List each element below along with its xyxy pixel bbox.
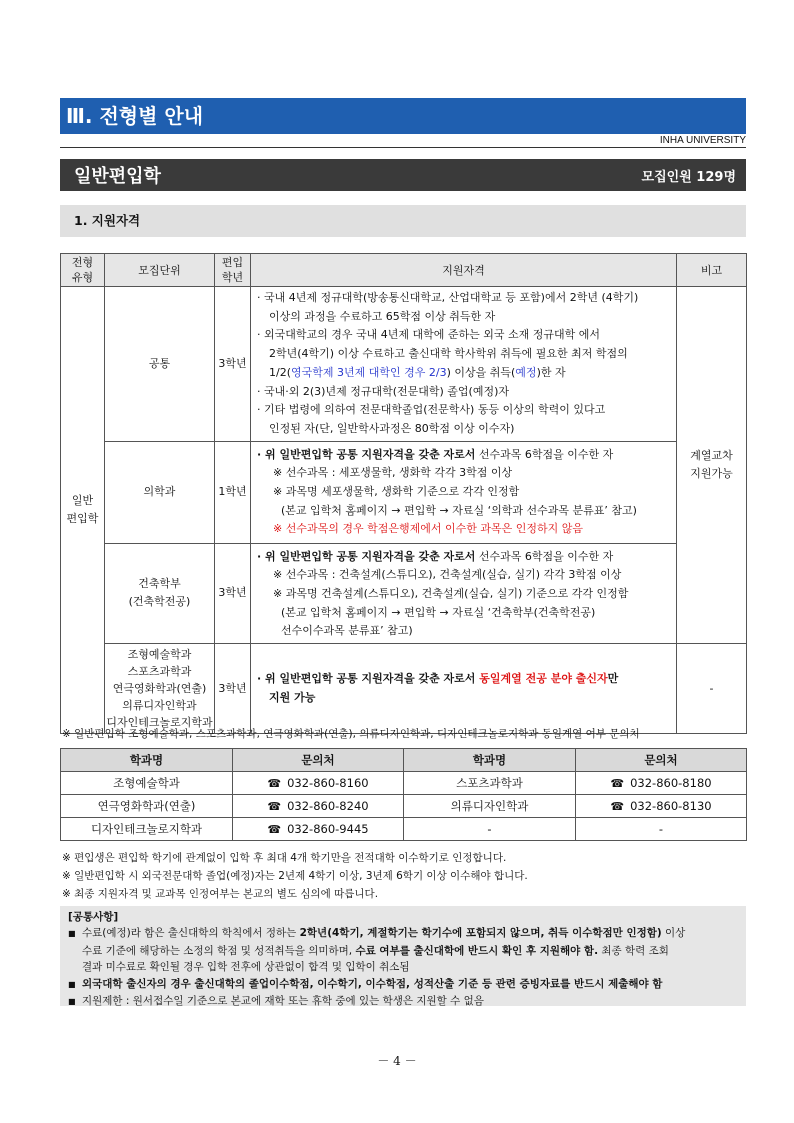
- header-department: 학과명: [404, 749, 576, 772]
- qualification-cell: · 위 일반편입학 공통 지원자격을 갖춘 자로서 동일계열 전공 분야 출신자만 지원 가능: [251, 644, 677, 734]
- header-contact: 문의처: [233, 749, 404, 772]
- subsection-title: 1. 지원자격: [60, 205, 746, 237]
- phone-icon: ☎: [267, 777, 282, 790]
- department-cell: 스포츠과학과: [404, 772, 576, 795]
- bullet-icon: ■: [68, 979, 76, 989]
- phone-cell: ☎ 032-860-8130: [576, 795, 747, 818]
- grade-cell: 3학년: [215, 644, 251, 734]
- table-header-row: [61, 254, 747, 287]
- phone-cell: ☎ 032-860-8240: [233, 795, 404, 818]
- unit-cell: 건축학부 (건축학전공): [105, 543, 215, 644]
- phone-icon: ☎: [267, 800, 282, 813]
- common-note-item: ■ 외국대학 출신자의 경우 출신대학의 졸업이수학점, 이수학기, 이수학점, 성적산출 기준 등 관련 증빙자료를 반드시 제출해야 함: [68, 976, 738, 994]
- page-number: － 4 －: [377, 1054, 417, 1068]
- department-cell: 연극영화학과(연출): [61, 795, 233, 818]
- common-note-item: ■ 지원제한 : 원서접수일 기준으로 본교에 재학 또는 휴학 중에 있는 학생은 지원할 수 없음: [68, 993, 738, 1011]
- grade-cell: 1학년: [215, 441, 251, 543]
- grade-cell: 3학년: [215, 287, 251, 442]
- header-department: 학과명: [61, 749, 233, 772]
- table-row: [61, 772, 747, 795]
- table-row: [61, 795, 747, 818]
- note-item: ※ 편입생은 편입학 학기에 관계없이 입학 후 최대 4개 학기만을 전적대학 이수학기로 인정합니다.: [62, 852, 507, 864]
- department-cell: 조형예술학과: [61, 772, 233, 795]
- phone-icon: ☎: [610, 800, 625, 813]
- phone-cell: -: [576, 818, 747, 841]
- phone-icon: ☎: [267, 823, 282, 836]
- grade-cell: 3학년: [215, 543, 251, 644]
- header-remark: 비고: [677, 254, 747, 287]
- common-notes-box: [공통사항] ■ 수료(예정)라 함은 출신대학의 학칙에서 정하는 2학년(4학기, 계절학기는 학기수에 포함되지 않으며, 취득 이수학점만 인정함) 이상 수료 기준에 해당하는 소정의 학점 및 성적취득을 의미하며, 수료 여부를 출신대학에 반드시 확인 후 지원해야 함. 최종 학력 조회 결과 미수료로 확인될 경우 입학 전후에 상관없이 합격 및 입학이 취소됨 ■ 외국대학 출신자의 경우 출신대학의 졸업이수학점, 이수학기, 이수학점, 성적산출 기준 등 관련 증빙자료를 반드시 제출해야 함 ■ 지원제한 : 원서접수일 기준으로 본교에 재학 또는 휴학 중에 있는 학생은 지원할 수 없음: [60, 906, 746, 1006]
- phone-icon: ☎: [610, 777, 625, 790]
- unit-cell: 조형예술학과 스포츠과학과 연극영화학과(연출) 의류디자인학과 디자인테크놀로지학과: [105, 644, 215, 734]
- table-row: [61, 441, 747, 543]
- phone-cell: ☎ 032-860-9445: [233, 818, 404, 841]
- qualification-cell: · 위 일반편입학 공통 지원자격을 갖춘 자로서 선수과목 6학점을 이수한 자 ※ 선수과목 : 건축설계(스튜디오), 건축설계(실습, 실기) 각각 3학점 이상 ※ 과목명 건축설계(스튜디오), 건축설계(실습, 실기) 기준으로 각각 인정함 (본교 입학처 홈페이지 → 편입학 → 자료실 ‘건축학부(건축학전공) 선수이수과목 분류표’ 참고): [251, 543, 677, 644]
- table-row: [61, 543, 747, 644]
- table-row: [61, 644, 747, 734]
- admission-type-cell: 일반 편입학: [61, 287, 105, 734]
- phone-cell: ☎ 032-860-8180: [576, 772, 747, 795]
- university-label: INHA UNIVERSITY: [659, 135, 746, 146]
- table-row: [61, 287, 747, 442]
- contact-table: [60, 748, 747, 841]
- section-header: [60, 159, 746, 191]
- qualification-cell: · 국내 4년제 정규대학(방송통신대학교, 산업대학교 등 포함)에서 2학년 (4학기) 이상의 과정을 수료하고 65학점 이상 취득한 자 · 외국대학교의 경우 국내 4년제 대학에 준하는 외국 소재 정규대학 에서 2학년(4학기) 이상 수료하고 출신대학 학사학위 취득에 필요한 최저 학점의 1/2(영국학제 3년제 대학인 경우 2/3) 이상을 취득(예정)한 자 · 국내·외 2(3)년제 정규대학(전문대학) 졸업(예정)자 · 기타 법령에 의하여 전문대학졸업(전문학사) 동등 이상의 학력이 있다고 인정된 자(단, 일반학사과정은 80학점 이상 이수자): [251, 287, 677, 442]
- section-title: 일반편입학: [74, 166, 161, 187]
- header-qualification: 지원자격: [251, 254, 677, 287]
- department-cell: 의류디자인학과: [404, 795, 576, 818]
- bullet-icon: ■: [68, 929, 76, 938]
- header-grade: 편입 학년: [215, 254, 251, 287]
- table-row: [61, 818, 747, 841]
- header-type: 전형 유형: [61, 254, 105, 287]
- remark-cell: -: [677, 644, 747, 734]
- unit-cell: 공통: [105, 287, 215, 442]
- contact-note: ※ 일반편입학 조형예술학과, 스포츠과학과, 연극영화학과(연출), 의류디자인학과, 디자인테크놀로지학과 동일계열 여부 문의처: [62, 728, 640, 740]
- qualification-table: [60, 253, 747, 734]
- qualification-cell: · 위 일반편입학 공통 지원자격을 갖춘 자로서 선수과목 6학점을 이수한 자 ※ 선수과목 : 세포생물학, 생화학 각각 3학점 이상 ※ 과목명 세포생물학, 생화학 기준으로 각각 인정함 (본교 입학처 홈페이지 → 편입학 → 자료실 ‘의학과 선수과목 분류표’ 참고) ※ 선수과목의 경우 학점은행제에서 이수한 과목은 인정하지 않음: [251, 441, 677, 543]
- header-divider: [60, 147, 746, 148]
- department-cell: 디자인테크놀로지학과: [61, 818, 233, 841]
- quota-label: 모집인원 129명: [641, 169, 736, 185]
- remark-cell: 계열교차 지원가능: [677, 287, 747, 644]
- phone-cell: ☎ 032-860-8160: [233, 772, 404, 795]
- department-cell: -: [404, 818, 576, 841]
- note-item: ※ 일반편입학 시 외국전문대학 졸업(예정)자는 2년제 4학기 이상, 3년제 6학기 이상 이수해야 합니다.: [62, 870, 528, 882]
- common-notes-title: [공통사항]: [68, 911, 119, 923]
- bullet-icon: ■: [68, 997, 76, 1006]
- unit-cell: 의학과: [105, 441, 215, 543]
- header-contact: 문의처: [576, 749, 747, 772]
- contact-header-row: [61, 749, 747, 772]
- header-unit: 모집단위: [105, 254, 215, 287]
- common-note-item: ■ 수료(예정)라 함은 출신대학의 학칙에서 정하는 2학년(4학기, 계절학기는 학기수에 포함되지 않으며, 취득 이수학점만 인정함) 이상: [68, 925, 738, 943]
- chapter-title: Ⅲ. 전형별 안내: [60, 98, 746, 134]
- note-item: ※ 최종 지원자격 및 교과목 인정여부는 본교의 별도 심의에 따릅니다.: [62, 888, 379, 900]
